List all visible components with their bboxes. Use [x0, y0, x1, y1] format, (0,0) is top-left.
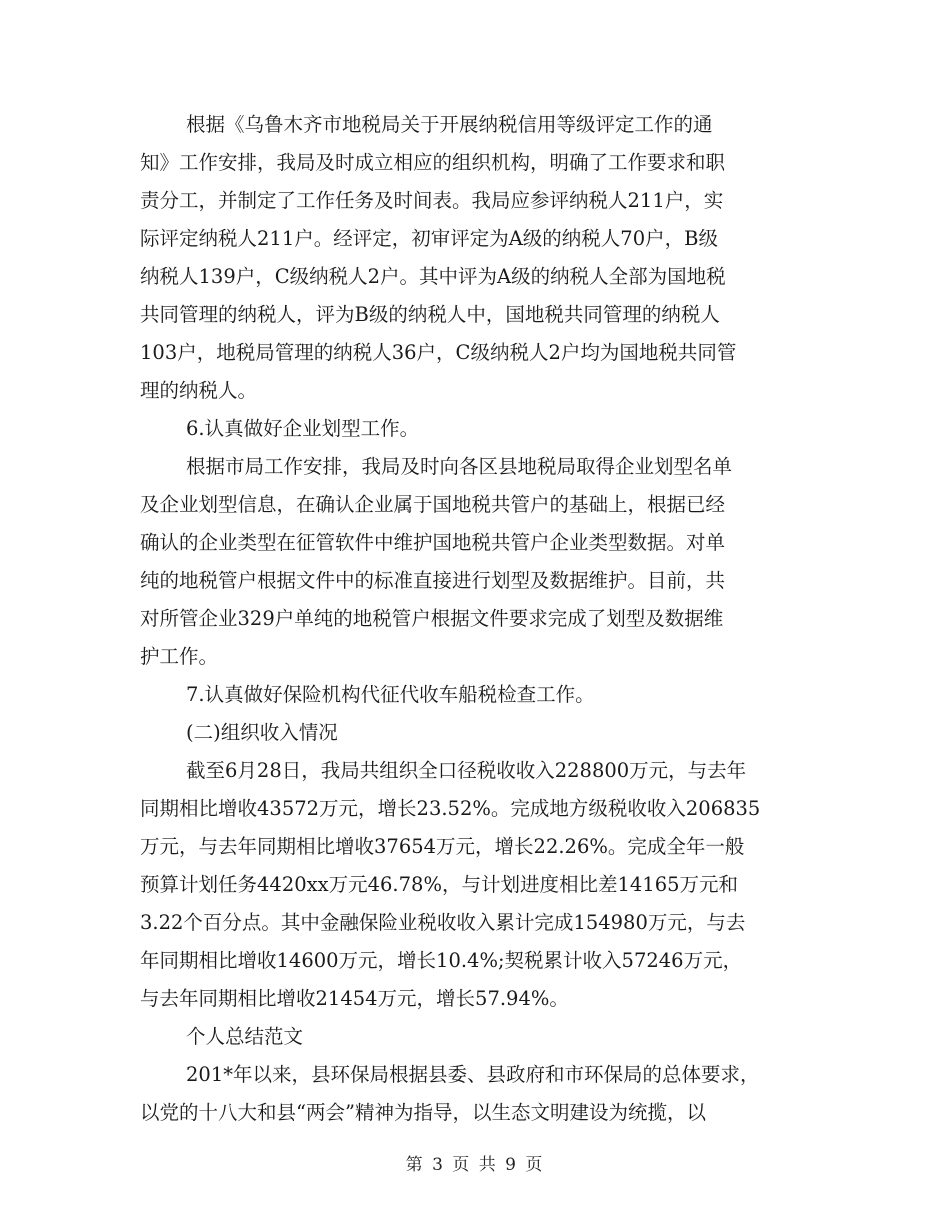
section-heading: 6.认真做好企业划型工作。 [186, 417, 420, 440]
paragraph-line: 纯的地税管户根据文件中的标准直接进行划型及数据维护。目前，共 [140, 569, 726, 592]
document-body [140, 106, 820, 1132]
paragraph-line: 201*年以来，县环保局根据县委、县政府和市环保局的总体要求， [186, 1063, 760, 1086]
paragraph-line: 同期相比增收43572万元，增长23.52%。完成地方级税收收入206835 [140, 797, 761, 820]
total-page-count: 9 [505, 1155, 518, 1175]
paragraph-line: 对所管企业329户单纯的地税管户根据文件要求完成了划型及数据维 [140, 607, 724, 630]
footer-prefix: 第 [405, 1155, 425, 1175]
section-heading: (二)组织收入情况 [186, 721, 338, 744]
paragraph-line: 护工作。 [140, 645, 219, 668]
paragraph-line: 知》工作安排，我局及时成立相应的组织机构，明确了工作要求和职 [140, 151, 726, 174]
paragraph-line: 以党的十八大和县“两会”精神为指导，以生态文明建设为统揽，以 [140, 1101, 706, 1124]
paragraph-line: 截至6月28日，我局共组织全口径税收收入228800万元，与去年 [186, 759, 747, 782]
paragraph-line: 理的纳税人。 [140, 379, 258, 402]
paragraph-line: 纳税人139户，C级纳税人2户。其中评为A级的纳税人全部为国地税 [140, 265, 726, 288]
paragraph-line: 103户，地税局管理的纳税人36户，C级纳税人2户均为国地税共同管 [140, 341, 737, 364]
paragraph-line: 根据市局工作安排，我局及时向各区县地税局取得企业划型名单 [186, 455, 733, 478]
paragraph-line: 根据《乌鲁木齐市地税局关于开展纳税信用等级评定工作的通 [186, 113, 713, 136]
paragraph-line: 预算计划任务4420xx万元46.78%，与计划进度相比差14165万元和 [140, 873, 739, 896]
paragraph-line: 年同期相比增收14600万元，增长10.4%;契税累计收入57246万元， [140, 949, 743, 972]
section-heading: 7.认真做好保险机构代征代收车船税检查工作。 [186, 683, 595, 706]
footer-suffix: 页 [525, 1155, 545, 1175]
current-page-number: 3 [432, 1155, 445, 1175]
paragraph-line: 及企业划型信息，在确认企业属于国地税共管户的基础上，根据已经 [140, 493, 726, 516]
paragraph-line: 与去年同期相比增收21454万元，增长57.94%。 [140, 987, 569, 1010]
paragraph-line: 3.22个百分点。其中金融保险业税收收入累计完成154980万元，与去 [140, 911, 746, 934]
page-footer [0, 1150, 950, 1175]
paragraph-line: 际评定纳税人211户。经评定，初审评定为A级的纳税人70户，B级 [140, 227, 718, 250]
section-heading: 个人总结范文 [186, 1025, 304, 1048]
paragraph-line: 确认的企业类型在征管软件中维护国地税共管户企业类型数据。对单 [140, 531, 726, 554]
paragraph-line: 万元，与去年同期相比增收37654万元，增长22.26%。完成全年一般 [140, 835, 745, 858]
paragraph-line: 共同管理的纳税人，评为B级的纳税人中，国地税共同管理的纳税人 [140, 303, 720, 326]
footer-middle: 页 共 [452, 1155, 498, 1175]
paragraph-line: 责分工，并制定了工作任务及时间表。我局应参评纳税人211户，实 [140, 189, 724, 212]
